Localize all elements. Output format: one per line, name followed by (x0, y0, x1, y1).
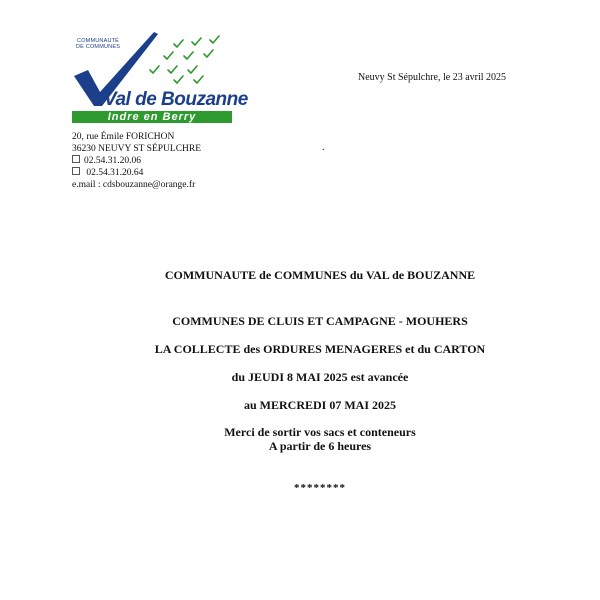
phone-row (72, 155, 201, 167)
notice-instruction-2: A partir de 6 heures (268, 439, 372, 453)
logo-small-line2: DE COMMUNES (76, 44, 121, 50)
notice-separator: ******** (294, 482, 346, 494)
address-block (72, 131, 201, 191)
stray-dot: . (322, 142, 325, 153)
address-street: 20, rue Émile FORICHON (72, 132, 175, 142)
logo-tagline: Indre en Berry (72, 111, 232, 123)
logo (66, 30, 248, 128)
email-line: e.mail : cdsbouzanne@orange.fr (72, 180, 196, 190)
notice-communes: COMMUNES DE CLUIS ET CAMPAGNE - MOUHERS (172, 314, 468, 328)
notice-new-date: au MERCREDI 07 MAI 2025 (243, 398, 396, 412)
notice-subject: LA COLLECTE des ORDURES MENAGERES et du CARTON (154, 342, 486, 356)
phone-icon (72, 155, 80, 163)
fax-number: 02.54.31.20.64 (86, 168, 144, 178)
notice-org: COMMUNAUTE de COMMUNES du VAL de BOUZANNE (164, 268, 476, 282)
date-line: Neuvy St Sépulchre, le 23 avril 2025 (358, 72, 507, 83)
logo-name: Val de Bouzanne (104, 89, 248, 110)
notice-original-date: du JEUDI 8 MAI 2025 est avancée (231, 370, 409, 384)
fax-icon (72, 167, 80, 175)
address-city: 36230 NEUVY ST SÉPULCHRE (72, 144, 202, 154)
fax-row (72, 167, 201, 179)
notice-instruction-1: Merci de sortir vos sacs et conteneurs (224, 425, 416, 439)
logo-small-line1: COMMUNAUTÉ (77, 38, 120, 44)
phone-number: 02.54.31.20.06 (84, 156, 141, 166)
